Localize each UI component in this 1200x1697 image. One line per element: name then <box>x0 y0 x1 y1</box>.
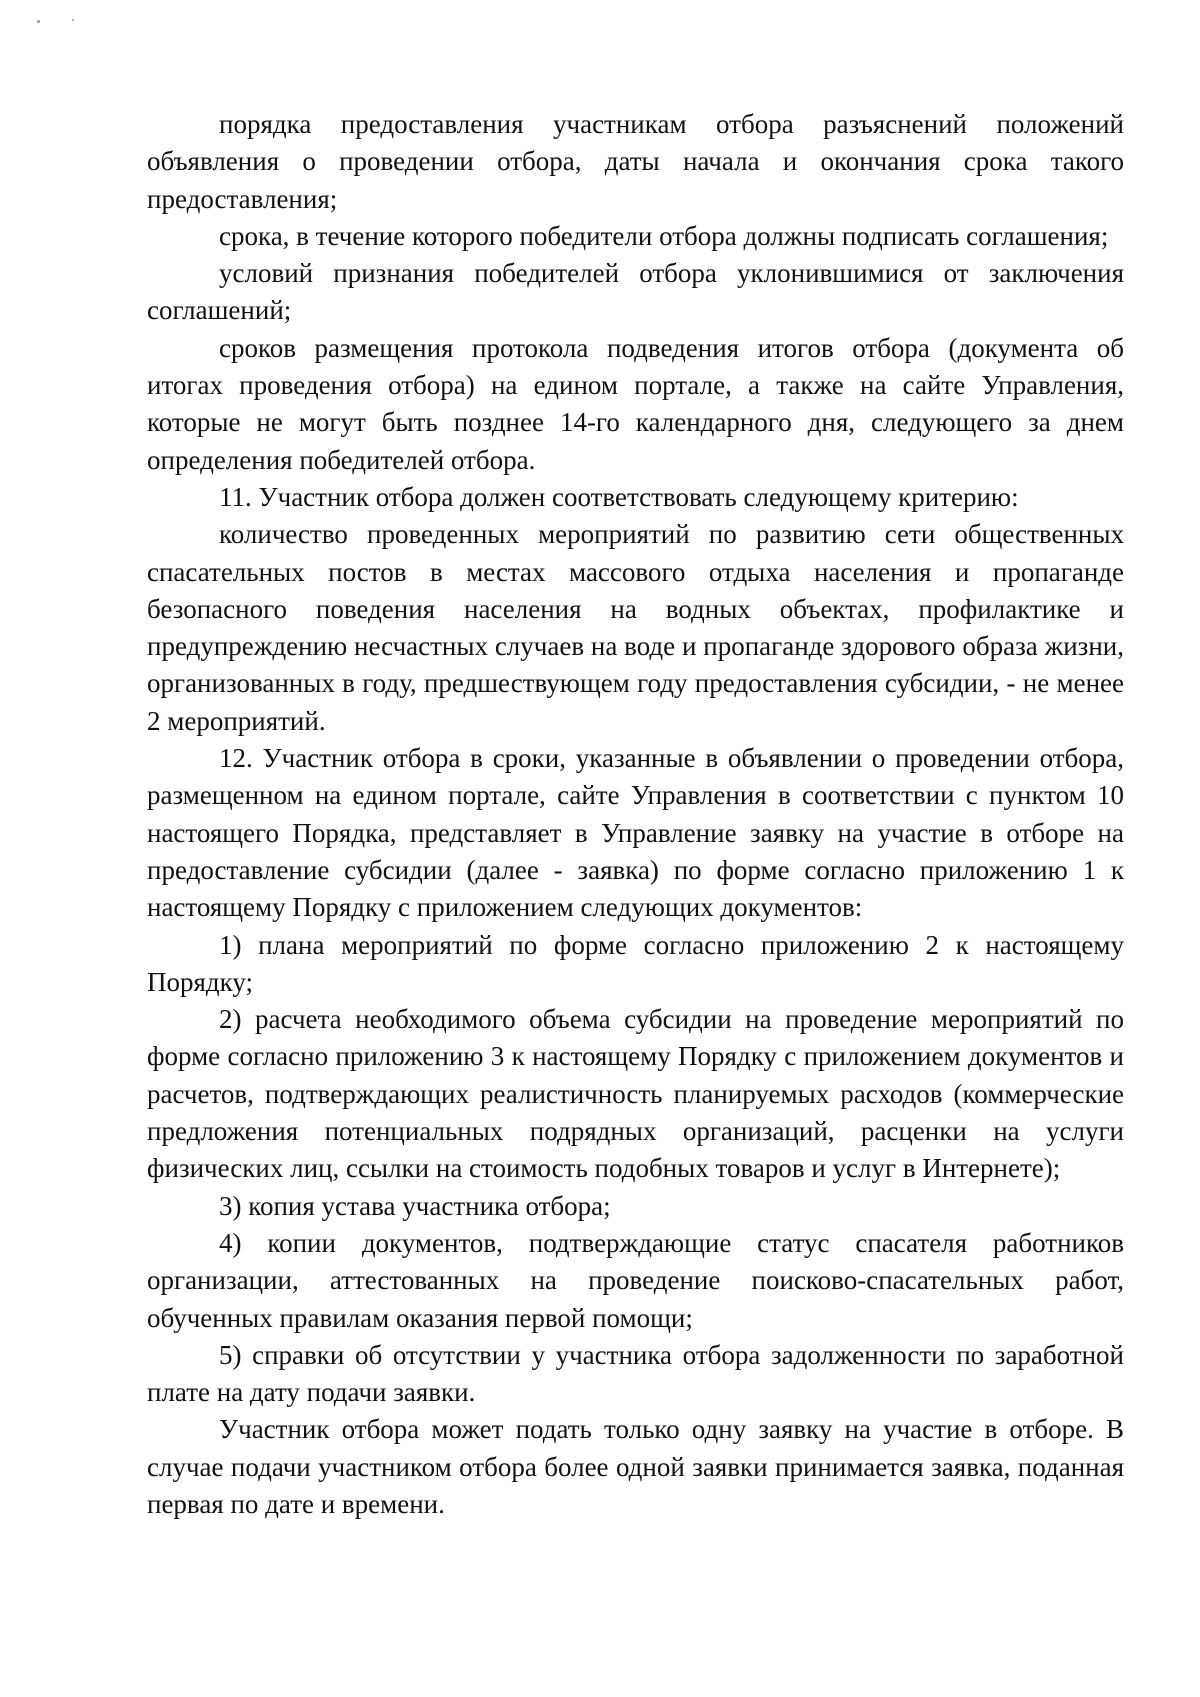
paragraph-evasion-conditions: условий признания победителей отбора уклонившимися от заключения соглашений; <box>147 258 1124 326</box>
document-text <box>147 106 1124 1523</box>
scan-artifact <box>72 19 74 21</box>
paragraph-protocol-placement: сроков размещения протокола подведения итогов отбора (документа об итогах проведения отбора) на едином портале, а также на сайте Управления, которые не могут быть позднее 14-го календарного дня, следующего за днем определения победителей отбора. <box>147 332 1124 475</box>
list-item-3: 3) копия устава участника отбора; <box>219 1190 611 1221</box>
paragraph-item-11: 11. Участник отбора должен соответствовать следующему критерию: <box>219 481 1019 512</box>
scan-artifact <box>37 20 40 23</box>
paragraph-signing-deadline: срока, в течение которого победители отбора должны подписать соглашения; <box>219 220 1109 251</box>
list-item-4: 4) копии документов, подтверждающие статус спасателя работников организации, аттестованных на проведение поисково-спасательных работ, обученных правилам оказания первой помощи; <box>147 1227 1124 1333</box>
paragraph-single-application: Участник отбора может подать только одну заявку на участие в отборе. В случае подачи участником отбора более одной заявки принимается заявка, поданная первая по дате и времени. <box>147 1414 1124 1519</box>
paragraph-criterion: количество проведенных мероприятий по развитию сети общественных спасательных постов в местах массового отдыха населения и пропаганде безопасного поведения населения на водных объектах, профилактике и предупреждению несчастных случаев на воде и пропаганде здорового образа жизни, организованных в году, предшествующем году предоставления субсидии, - не менее 2 мероприятий. <box>147 519 1124 736</box>
paragraph-clarification-procedure: порядка предоставления участникам отбора разъяснений положений объявления о проведении отбора, даты начала и окончания срока такого предоставления; <box>147 109 1124 214</box>
list-item-1: 1) плана мероприятий по форме согласно приложению 2 к настоящему Порядку; <box>147 929 1124 997</box>
list-item-5: 5) справки об отсутствии у участника отбора задолженности по заработной плате на дату подачи заявки. <box>147 1339 1124 1408</box>
paragraph-item-12: 12. Участник отбора в сроки, указанные в объявлении о проведении отбора, размещенном на едином портале, сайте Управления в соответствии с пунктом 10 настоящего Порядка, представляет в Управление заявку на участие в отборе на предоставление субсидии (далее - заявка) по форме согласно приложению 1 к настоящему Порядку с приложением следующих документов: <box>147 743 1124 923</box>
list-item-2: 2) расчета необходимого объема субсидии на проведение мероприятий по форме согласно приложению 3 к настоящему Порядку с приложением документов и расчетов, подтверждающих реалистичность планируемых расходов (коммерческие предложения потенциальных подрядных организаций, расценки на услуги физических лиц, ссылки на стоимость подобных товаров и услуг в Интернете); <box>147 1004 1124 1184</box>
